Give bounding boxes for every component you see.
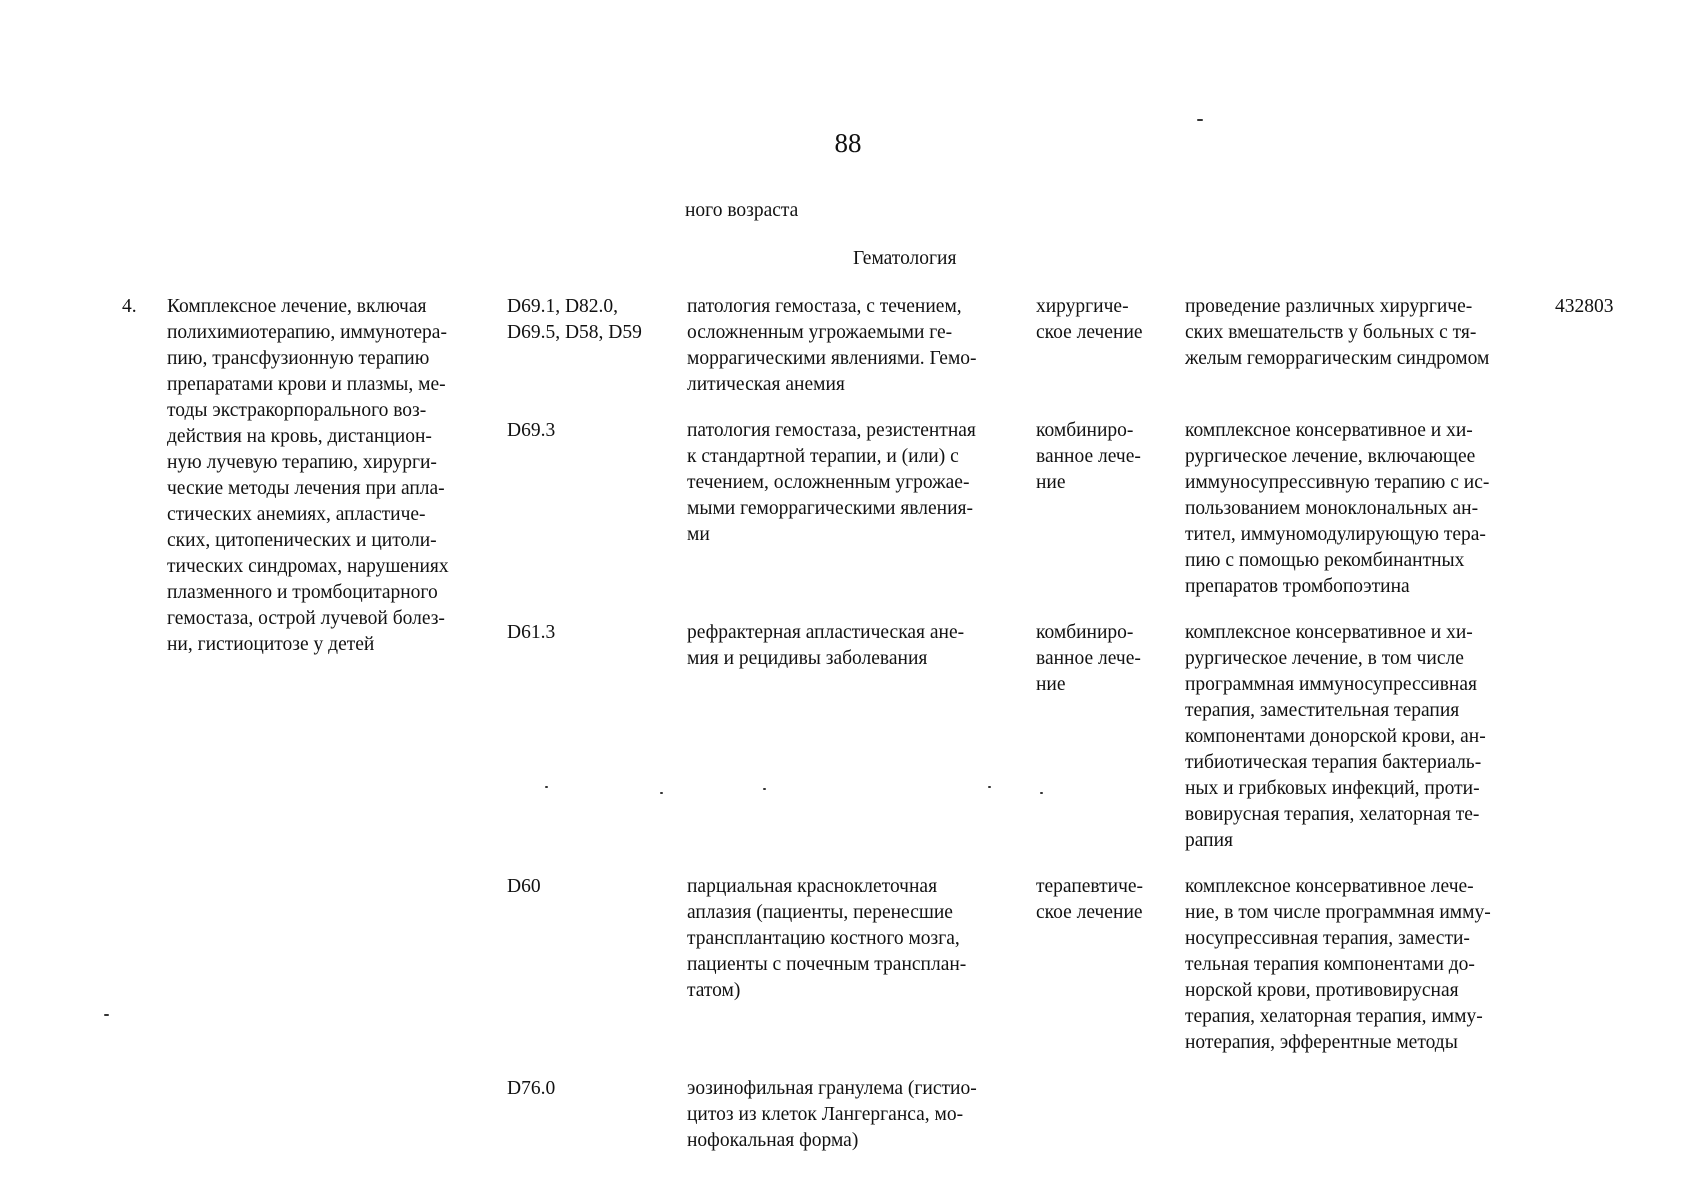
patient-model [687,1076,1027,1154]
treatment-method-line: терапия, заместительная терапия [1185,700,1460,721]
treatment-kind-line: ванное лече- [1036,446,1141,467]
treatment-method-line: норской крови, противовирусная [1185,980,1459,1001]
icd-code [507,620,677,646]
continuation-text: ного возраста [685,200,799,221]
patient-model-line: аплазия (пациенты, перенесшие [687,902,953,923]
treatment-kind-line: комбиниро- [1036,622,1134,643]
treatment-kind-line: комбиниро- [1036,420,1134,441]
icd-code [507,1076,677,1102]
treatment-kind-line: ние [1036,674,1066,695]
icd-code-line: D60 [507,876,541,897]
patient-model-line: ми [687,524,710,545]
icd-code-line: D61.3 [507,622,556,643]
description-line: ческие методы лечения при апла- [167,478,445,499]
scan-speck [660,792,663,794]
treatment-method-line: вовирусная терапия, хелаторная те- [1185,804,1480,825]
treatment-method-line: терапия, хелаторная терапия, имму- [1185,1006,1483,1027]
treatment-kind [1036,418,1171,496]
description-line: ни, гистиоцитозе у детей [167,634,375,655]
price-value: 432803 [1555,296,1614,317]
icd-code-line: D69.3 [507,420,556,441]
description-line: препаратами крови и плазмы, ме- [167,374,446,395]
description-line: плазменного и тромбоцитарного [167,582,438,603]
treatment-kind [1036,874,1171,926]
description-line: стических анемиях, апластиче- [167,504,426,525]
icd-code-line: D76.0 [507,1078,556,1099]
scan-speck [988,786,991,788]
section-title: Гематология [853,248,957,269]
patient-model-line: патология гемостаза, резистентная [687,420,976,441]
treatment-method [1185,294,1555,372]
patient-model-line: к стандартной терапии, и (или) с [687,446,959,467]
treatment-kind-line: ние [1036,472,1066,493]
patient-model-line: татом) [687,980,741,1001]
description-line: действия на кровь, дистанцион- [167,426,432,447]
scan-speck [763,788,766,790]
treatment-method-line: носупрессивная терапия, замести- [1185,928,1470,949]
treatment-method-line: ских вмешательств у больных с тя- [1185,322,1477,343]
description-line: пию, трансфузионную терапию [167,348,430,369]
treatment-method-line: желым геморрагическим синдромом [1185,348,1490,369]
treatment-method-line: рургическое лечение, включающее [1185,446,1476,467]
patient-model [687,620,1027,672]
treatment-kind-line: ское лечение [1036,322,1143,343]
patient-model [687,294,1027,398]
description-line: ную лучевую терапию, хирурги- [167,452,437,473]
description-line: тоды экстракорпорального воз- [167,400,427,421]
scan-speck [1197,119,1203,121]
patient-model [687,418,1027,548]
treatment-kind-line: ское лечение [1036,902,1143,923]
icd-code [507,418,677,444]
treatment-kind-line: ванное лече- [1036,648,1141,669]
row-number: 4. [122,296,137,317]
treatment-method-line: пользованием моноклональных ан- [1185,498,1479,519]
patient-model-line: рефрактерная апластическая ане- [687,622,965,643]
treatment-method-line: препаратов тромбопоэтина [1185,576,1410,597]
patient-model-line: цитоз из клеток Лангерганса, мо- [687,1104,964,1125]
treatment-method [1185,874,1555,1056]
treatment-method-line: комплексное консервативное и хи- [1185,622,1473,643]
treatment-method-line: иммуносупрессивную терапию с ис- [1185,472,1490,493]
treatment-method-line: тельная терапия компонентами до- [1185,954,1475,975]
treatment-method-line: рапия [1185,830,1233,851]
description-line: гемостаза, острой лучевой болез- [167,608,445,629]
scan-speck [545,786,548,788]
patient-model-line: мыми геморрагическими явления- [687,498,973,519]
icd-code [507,294,677,346]
patient-model-line: мия и рецидивы заболевания [687,648,928,669]
scan-speck [1040,792,1043,794]
patient-model-line: патология гемостаза, с течением, [687,296,962,317]
treatment-kind [1036,294,1171,346]
patient-model-line: моррагическими явлениями. Гемо- [687,348,977,369]
page-number: 88 [834,128,862,158]
patient-model-line: литическая анемия [687,374,845,395]
treatment-method-line: тибиотическая терапия бактериаль- [1185,752,1482,773]
patient-model-line: эозинофильная гранулема (гистио- [687,1078,977,1099]
treatment-method-line: ние, в том числе программная иммy- [1185,902,1491,923]
patient-model-line: пациенты с почечным трансплан- [687,954,967,975]
treatment-kind [1036,620,1171,698]
treatment-method-line: комплексное консервативное и хи- [1185,420,1473,441]
treatment-method-line: тител, иммуномодулирующую тера- [1185,524,1486,545]
treatment-method-line: рургическое лечение, в том числе [1185,648,1464,669]
description-line: Комплексное лечение, включая [167,296,427,317]
treatment-method-line: нотерапия, эфферентные методы [1185,1032,1458,1053]
patient-model [687,874,1027,1004]
treatment-method-line: программная иммуносупрессивная [1185,674,1477,695]
treatment-method [1185,418,1555,600]
treatment-method [1185,620,1555,854]
treatment-method-line: пию с помощью рекомбинантных [1185,550,1465,571]
icd-code-line: D69.5, D58, D59 [507,322,642,343]
treatment-description [167,294,502,658]
patient-model-line: трансплантацию костного мозга, [687,928,960,949]
treatment-method-line: ных и грибковых инфекций, проти- [1185,778,1480,799]
treatment-kind-line: хирургиче- [1036,296,1129,317]
treatment-method-line: комплексное консервативное лече- [1185,876,1474,897]
description-line: тических синдромах, нарушениях [167,556,449,577]
treatment-method-line: проведение различных хирургиче- [1185,296,1473,317]
patient-model-line: течением, осложненным угрожае- [687,472,970,493]
patient-model-line: парциальная красноклеточная [687,876,938,897]
treatment-method-line: компонентами донорской крови, ан- [1185,726,1486,747]
icd-code [507,874,677,900]
description-line: ских, цитопенических и цитоли- [167,530,437,551]
scan-speck [104,1014,109,1016]
description-line: полихимиотерапию, иммунотера- [167,322,447,343]
patient-model-line: осложненным угрожаемыми ге- [687,322,953,343]
patient-model-line: нофокальная форма) [687,1130,859,1151]
icd-code-line: D69.1, D82.0, [507,296,619,317]
treatment-kind-line: терапевтиче- [1036,876,1144,897]
